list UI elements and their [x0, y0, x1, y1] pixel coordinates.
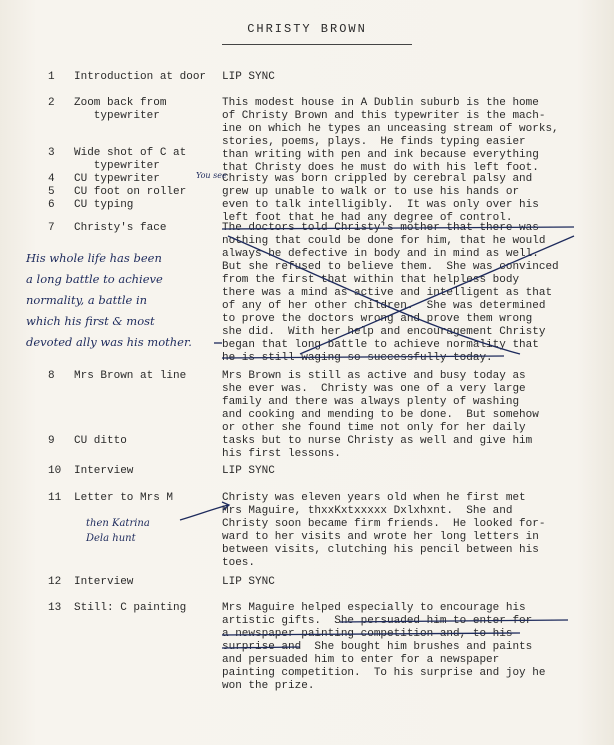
- scene-number: 2: [48, 97, 55, 109]
- scene-narration: even to talk intelligibly. It was only over his left foot that he had any degree of control.: [222, 199, 539, 224]
- scene-number: 8: [48, 370, 55, 382]
- scene-number: 10: [48, 465, 62, 477]
- scene-shot: CU typing: [74, 199, 134, 211]
- scene-shot: Letter to Mrs M: [74, 492, 174, 504]
- handwritten-katrina-note: then Katrina Dela hunt: [86, 518, 150, 544]
- scene-number: 9: [48, 435, 55, 447]
- scene-number: 4: [48, 173, 55, 185]
- scene-narration: Christy was eleven years old when he first met Mrs Maguire, thxxKxtxxxxx Dxlxhxnt. She and Christy soon became firm friends. He looked for- ward to her visits and wrote her long letters in between visits, clutching his pencil between his toes.: [222, 492, 546, 569]
- scene-narration: Mrs Brown is still as active and busy today as she ever was. Christy was one of a very large family and there was always plenty of washing and cooking and mending to be done. But somehow or other she found time not only for her daily: [222, 370, 539, 434]
- scene-narration: This modest house in A Dublin suburb is the home of Christy Brown and this typewriter is the mach- ine on which he types an unceasing stream of works, stories, poems, plays. He finds typing easier than writing with pen and ink because everything that Christy does he must do with his left foot.: [222, 97, 559, 174]
- scene-number: 1: [48, 71, 55, 83]
- handwritten-you-see: You see: [196, 171, 227, 180]
- scene-shot: Zoom back from typewriter: [74, 97, 167, 122]
- scene-narration: LIP SYNC: [222, 71, 275, 83]
- scene-narration: tasks but to nurse Christy as well and give him his first lessons.: [222, 435, 533, 460]
- title-underline: [222, 44, 412, 45]
- scene-narration: Christy was born crippled by cerebral palsy and: [222, 173, 533, 185]
- scene-shot: Introduction at door: [74, 71, 207, 83]
- scene-shot: Wide shot of C at typewriter: [74, 147, 187, 172]
- scene-shot: Interview: [74, 576, 134, 588]
- scene-narration: LIP SYNC: [222, 465, 275, 477]
- scene-shot: CU ditto: [74, 435, 127, 447]
- scene-number: 11: [48, 492, 62, 504]
- scene-shot: Mrs Brown at line: [74, 370, 187, 382]
- scene-number: 7: [48, 222, 55, 234]
- scene-shot: CU typewriter: [74, 173, 160, 185]
- scene-shot: Still: C painting: [74, 602, 187, 614]
- scene-shot: Interview: [74, 465, 134, 477]
- insert-arrow: [180, 505, 228, 520]
- scene-narration: The doctors told Christy's mother that there was nothing that could be done for him, that he would always be defective in body and in mind as well. But she refused to believe them. She was convinced from the first that within that helpless body there was a mind as active and intelligent as that of any of her other children. She was determined to prove the doctors wrong and prove them wrong she did. With her help and encouragement Christy began that long battle to achieve normality that he is still waging so successfully today.: [222, 222, 559, 364]
- scene-number: 12: [48, 576, 62, 588]
- scene-number: 13: [48, 602, 62, 614]
- scene-shot: CU foot on roller: [74, 186, 187, 198]
- scene-number: 6: [48, 199, 55, 211]
- scene-number: 5: [48, 186, 55, 198]
- scene-shot: Christy's face: [74, 222, 167, 234]
- scene-narration: grew up unable to walk or to use his hands or: [222, 186, 520, 198]
- page-title: CHRISTY BROWN: [247, 22, 367, 36]
- handwritten-margin-note: His whole life has been a long battle to achieve normality, a battle in which his first & most devoted ally was his mother.: [26, 251, 192, 349]
- scene-narration: LIP SYNC: [222, 576, 275, 588]
- scene-number: 3: [48, 147, 55, 159]
- scene-narration: Mrs Maguire helped especially to encourage his artistic gifts. She persuaded him to enter for a newspaper painting competition and, to his surprise and She bought him brushes and paints and persuaded him to enter for a newspaper painting competition. To his surprise and joy he won the prize.: [222, 602, 546, 692]
